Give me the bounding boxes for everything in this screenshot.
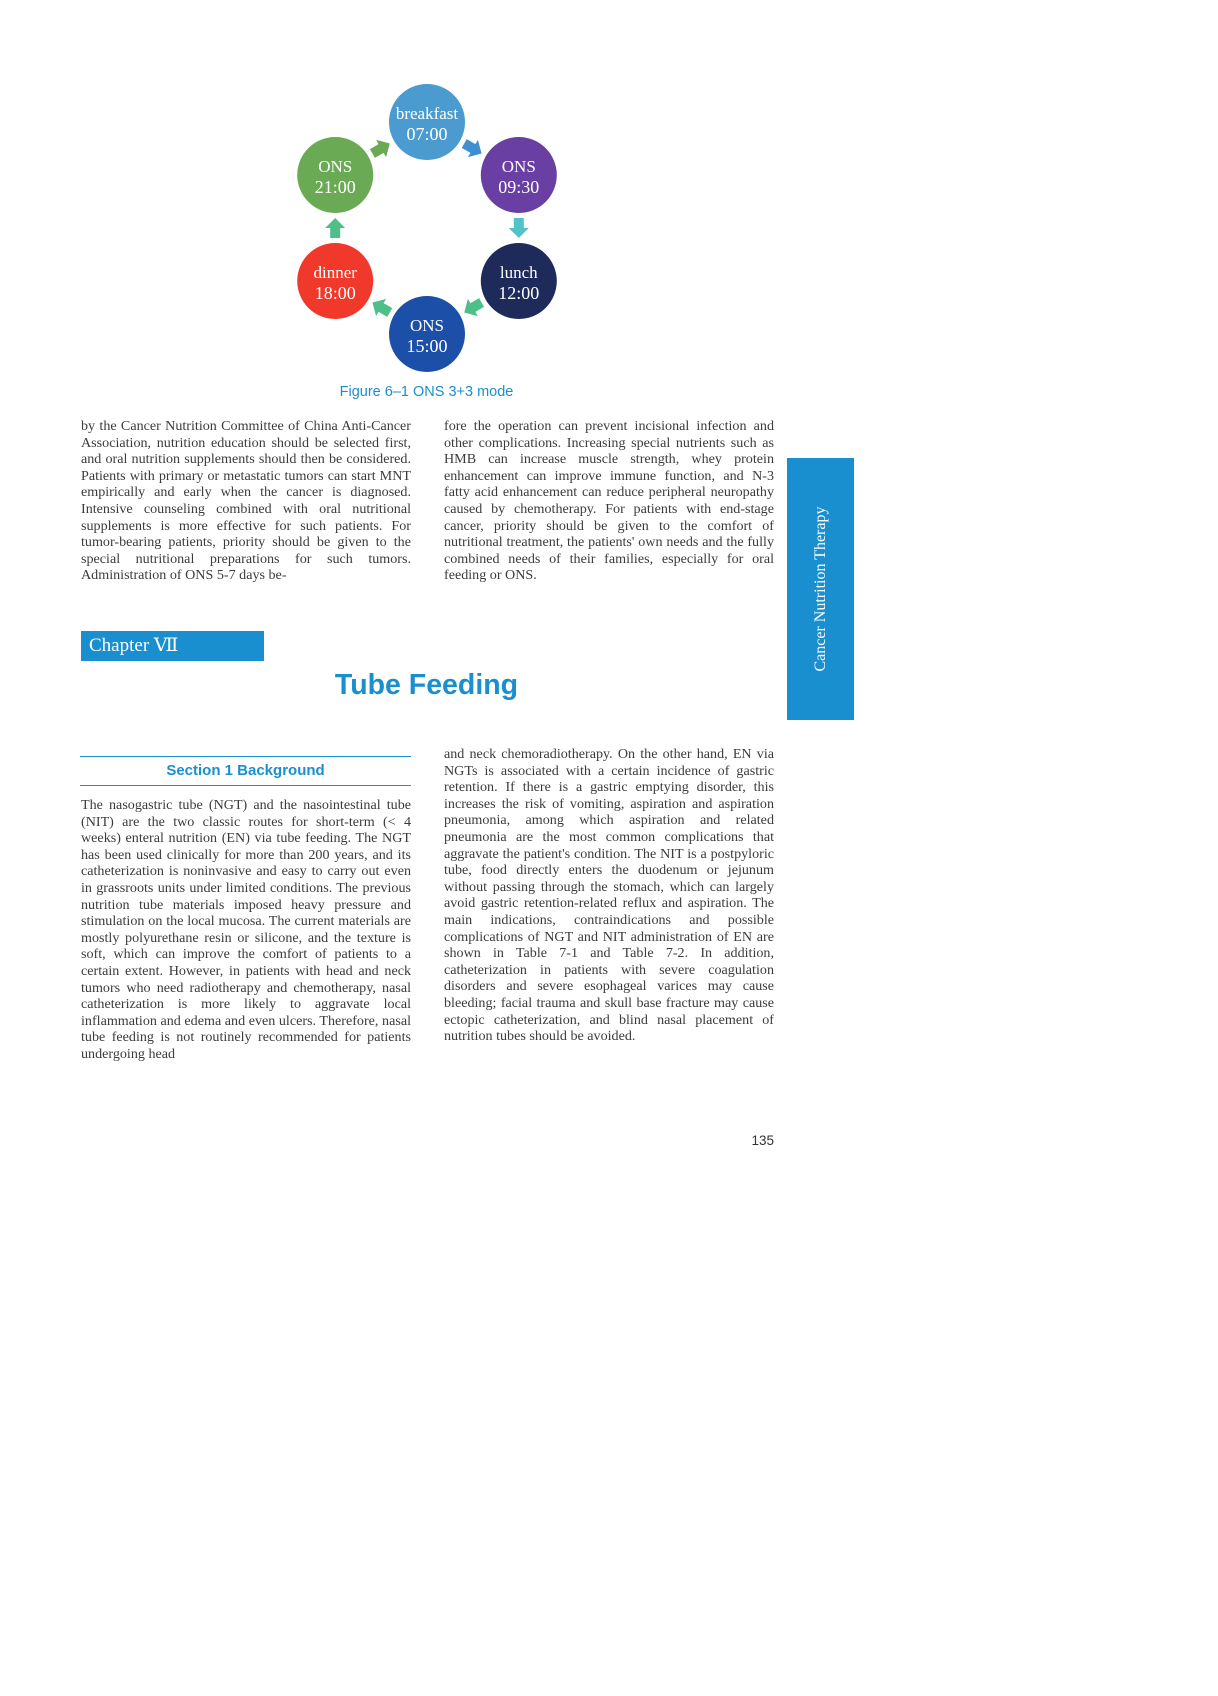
cycle-arrow-1 [459, 135, 486, 162]
side-tab [787, 458, 854, 720]
cycle-node-4 [389, 296, 465, 372]
side-tab-label: Cancer Nutrition Therapy [811, 506, 829, 672]
cycle-node-time: 15:00 [406, 336, 448, 356]
cycle-node-label: ONS [318, 157, 353, 176]
cycle-node-time: 09:30 [498, 177, 540, 197]
cycle-node-label: ONS [409, 316, 445, 335]
top-left-text: by the Cancer Nutrition Committee of China Anti-Cancer Association, nutrition education should be selected first, and oral nutrition supplements should then be considered. Patients with primary or metastatic tumors can start MNT empirically and early when the cancer is diagnosed. Intensive counseling combined with oral nutritional supplements is more effective for such patients. For tumor-bearing patients, priority should be given to the special nutritional preparations for such tumors. Administration of ONS 5-7 days be- [81, 418, 411, 584]
top-right-text: fore the operation can prevent incisional infection and other complications. Increasing special nutrients such as HMB can increase muscle strength, whey protein enhancement can improve immune function, and N-3 fatty acid enhancement can reduce peripheral neuropathy caused by chemotherapy. For patients with end-stage cancer, priority should be given to the comfort of nutritional treatment, the patients' own needs and the fully combined needs of their families, especially for oral feeding or ONS. [444, 418, 774, 584]
cycle-node-time: 18:00 [314, 283, 356, 303]
cycle-node-1 [389, 84, 465, 160]
top-left-paragraph [81, 418, 411, 584]
body-right-paragraph [444, 746, 774, 1045]
cycle-arrow-3 [459, 294, 486, 321]
body-right-text: and neck chemoradiotherapy. On the other hand, EN via NGTs is associated with a certain incidence of gastric retention. If there is a gastric emptying disorder, this increases the risk of vomiting, aspiration and aspiration pneumonia, among which aspiration and related pneumonia are the most common complications that aggravate the patient's condition. The NIT is a postpyloric tube, food directly enters the duodenum or jejunum without passing through the stomach, which can largely avoid gastric retention-related reflux and aspiration. The main indications, contraindications and possible complications of NGT and NIT administration of EN are shown in Table 7-1 and Table 7-2. In addition, catheterization in patients with severe coagulation disorders and severe esophageal varices may cause bleeding; facial trauma and skull base fracture may cause ectopic catheterization, and blind nasal placement of nutrition tubes should be avoided. [444, 746, 774, 1045]
cycle-arrow-4 [367, 294, 394, 321]
body-left-paragraph [81, 797, 411, 1063]
cycle-node-label: breakfast [395, 104, 459, 123]
section-heading: Section 1 Background [80, 756, 411, 786]
figure-caption: Figure 6–1 ONS 3+3 mode [339, 384, 514, 400]
page-number: 135 [751, 1133, 774, 1148]
chapter-title: Tube Feeding [334, 669, 519, 701]
cycle-node-label: lunch [499, 263, 538, 282]
cycle-node-label: dinner [313, 263, 357, 282]
cycle-node-label: ONS [501, 157, 536, 176]
cycle-node-3 [481, 243, 557, 319]
cycle-arrow-2 [509, 218, 529, 238]
body-left-text: The nasogastric tube (NGT) and the nasointestinal tube (NIT) are the two classic routes for short-term (< 4 weeks) enteral nutrition (EN) via tube feeding. The NGT has been used clinically for more than 200 years, and its catheterization is noninvasive and easy to carry out even in grassroots units under limited conditions. The previous nutrition tube materials imposed heavy pressure and stimulation on the local mucosa. The current materials are mostly polyurethane resin or silicone, and the texture is soft, which can improve the comfort of patients to a certain extent. However, in patients with head and neck tumors who need radiotherapy and chemotherapy, nasal catheterization is more likely to aggravate local inflammation and edema and even ulcers. Therefore, nasal tube feeding is not routinely recommended for patients undergoing head [81, 797, 411, 1062]
cycle-node-time: 12:00 [498, 283, 540, 303]
cycle-node-6 [297, 137, 373, 213]
cycle-node-2 [481, 137, 557, 213]
cycle-node-time: 07:00 [406, 124, 448, 144]
cycle-node-5 [297, 243, 373, 319]
cycle-arrow-6 [367, 135, 394, 162]
cycle-arrow-5 [325, 218, 345, 238]
top-right-paragraph [444, 418, 774, 584]
ons-cycle-diagram [280, 60, 600, 380]
chapter-label: Chapter Ⅶ [81, 631, 264, 661]
cycle-node-time: 21:00 [314, 177, 356, 197]
